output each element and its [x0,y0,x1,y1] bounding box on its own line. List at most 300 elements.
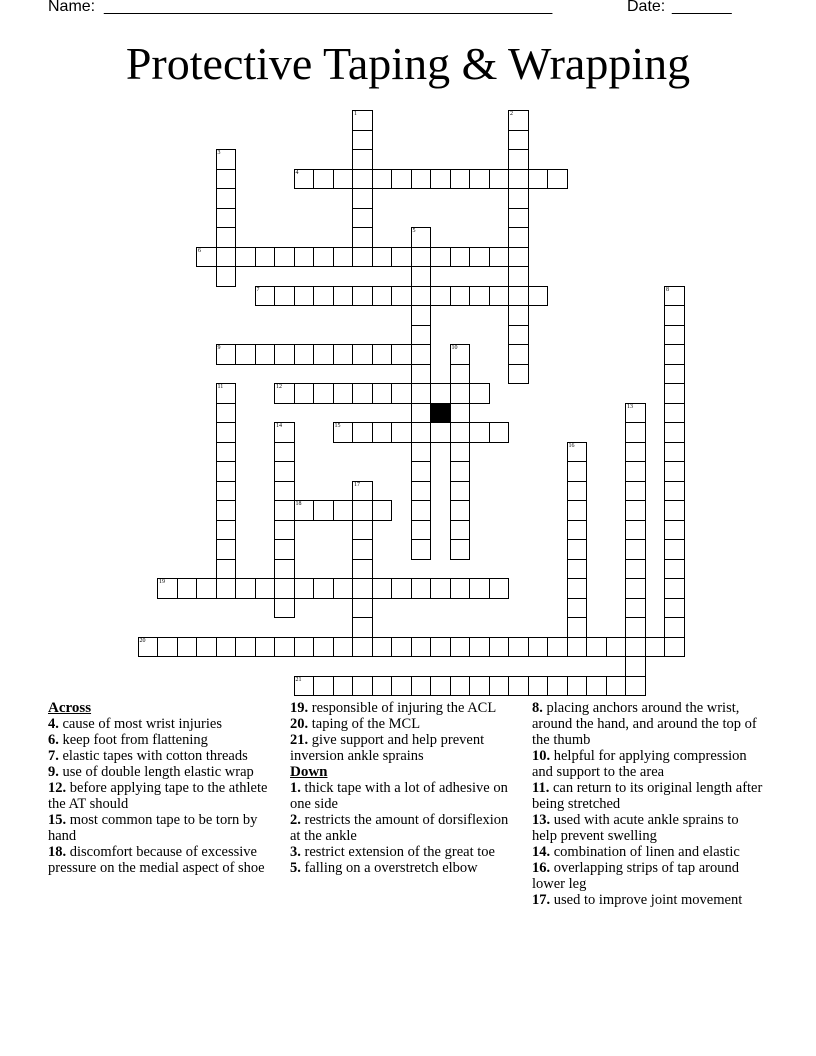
grid-cell[interactable] [625,637,646,658]
grid-cell[interactable] [196,247,217,268]
grid-cell[interactable] [235,578,256,599]
grid-cell[interactable] [567,461,588,482]
grid-cell[interactable] [625,559,646,580]
grid-cell[interactable] [372,422,393,443]
grid-cell[interactable] [313,169,334,190]
grid-cell[interactable] [216,500,237,521]
grid-cell[interactable] [411,266,432,287]
grid-cell[interactable] [333,286,354,307]
grid-cell[interactable] [625,403,646,424]
grid-cell[interactable] [372,383,393,404]
grid-cell[interactable] [333,500,354,521]
grid-cell[interactable] [138,637,159,658]
clue-number: 2 [510,111,513,117]
clue-num: 7. [48,748,59,764]
grid-cell[interactable] [450,383,471,404]
grid-cell[interactable] [274,344,295,365]
clue-number: 18 [295,501,302,507]
grid-cell[interactable] [411,461,432,482]
grid-cell[interactable] [508,305,529,326]
grid-cell[interactable] [216,227,237,248]
grid-cell[interactable] [625,578,646,599]
clue-text: thick tape with a lot of adhesive on one side [290,780,508,812]
grid-cell[interactable] [372,637,393,658]
clue-num: 16. [532,860,551,876]
grid-cell[interactable] [567,559,588,580]
grid-cell[interactable] [430,286,451,307]
grid-cell[interactable] [664,442,685,463]
grid-cell[interactable] [489,578,510,599]
date-label: Date: [627,0,666,15]
grid-cell[interactable] [450,578,471,599]
grid-cell[interactable] [469,383,490,404]
grid-cell[interactable] [255,344,276,365]
grid-cell[interactable] [508,130,529,151]
grid-cell[interactable] [664,364,685,385]
grid-cell[interactable] [274,286,295,307]
grid-cell[interactable] [391,383,412,404]
grid-cell[interactable] [606,637,627,658]
grid-cell[interactable] [216,461,237,482]
grid-cell[interactable] [430,247,451,268]
grid-cell[interactable] [664,286,685,307]
clue-text: combination of linen and elastic [550,844,740,860]
grid-cell[interactable] [352,676,373,697]
grid-cell[interactable] [294,637,315,658]
grid-cell[interactable] [313,500,334,521]
grid-cell[interactable] [411,305,432,326]
grid-cell[interactable] [586,637,607,658]
grid-cell[interactable] [625,422,646,443]
grid-cell[interactable] [216,403,237,424]
grid-cell[interactable] [391,637,412,658]
clue-text: use of double length elastic wrap [58,764,254,780]
grid-cell[interactable] [294,383,315,404]
grid-cell[interactable] [625,598,646,619]
name-field[interactable]: _____________________________________________________ [104,0,552,15]
across-clue [48,844,276,876]
grid-cell[interactable] [547,637,568,658]
grid-cell[interactable] [469,637,490,658]
grid-cell[interactable] [508,266,529,287]
grid-cell[interactable] [411,578,432,599]
across-clue [48,812,276,844]
grid-cell[interactable] [508,344,529,365]
grid-cell[interactable] [411,539,432,560]
grid-cell[interactable] [625,520,646,541]
grid-cell[interactable] [352,539,373,560]
grid-cell[interactable] [391,422,412,443]
grid-cell[interactable] [274,559,295,580]
grid-cell[interactable] [411,169,432,190]
grid-cell[interactable] [567,500,588,521]
grid-cell[interactable] [586,676,607,697]
grid-cell[interactable] [567,520,588,541]
grid-cell[interactable] [157,637,178,658]
clue-column-1 [48,700,276,876]
grid-cell[interactable] [196,637,217,658]
grid-cell[interactable] [430,676,451,697]
grid-cell[interactable] [567,481,588,502]
grid-cell[interactable] [294,676,315,697]
grid-cell[interactable] [352,481,373,502]
grid-cell[interactable] [352,169,373,190]
grid-cell[interactable] [372,247,393,268]
grid-cell[interactable] [216,169,237,190]
clue-number: 12 [276,384,282,390]
clue-num: 17. [532,892,551,908]
clue-column-2 [290,700,518,876]
grid-cell[interactable] [274,637,295,658]
grid-cell[interactable] [508,227,529,248]
grid-cell[interactable] [450,676,471,697]
grid-cell[interactable] [508,208,529,229]
grid-cell[interactable] [450,637,471,658]
grid-cell[interactable] [664,617,685,638]
grid-cell[interactable] [391,286,412,307]
clue-num: 1. [290,780,301,796]
grid-cell[interactable] [625,656,646,677]
grid-cell[interactable] [450,344,471,365]
clue-number: 10 [451,345,458,351]
grid-cell[interactable] [430,422,451,443]
grid-cell[interactable] [313,676,334,697]
grid-cell[interactable] [333,383,354,404]
grid-cell[interactable] [469,286,490,307]
grid-cell[interactable] [352,188,373,209]
grid-cell[interactable] [352,578,373,599]
grid-cell[interactable] [450,286,471,307]
grid-cell[interactable] [411,344,432,365]
grid-cell[interactable] [450,442,471,463]
grid-cell[interactable] [352,617,373,638]
grid-cell[interactable] [352,383,373,404]
grid-cell[interactable] [294,344,315,365]
grid-cell[interactable] [216,481,237,502]
grid-cell[interactable] [664,598,685,619]
grid-cell[interactable] [352,227,373,248]
grid-cell[interactable] [391,344,412,365]
grid-cell[interactable] [216,637,237,658]
grid-cell[interactable] [274,520,295,541]
grid-cell[interactable] [274,598,295,619]
grid-cell[interactable] [274,578,295,599]
grid-cell[interactable] [450,520,471,541]
grid-cell[interactable] [352,520,373,541]
grid-cell[interactable] [450,247,471,268]
grid-cell[interactable] [664,422,685,443]
grid-cell[interactable] [625,461,646,482]
grid-cell[interactable] [508,149,529,170]
grid-cell[interactable] [411,383,432,404]
grid-cell[interactable] [274,247,295,268]
grid-cell[interactable] [235,247,256,268]
grid-cell[interactable] [411,364,432,385]
grid-cell[interactable] [235,344,256,365]
grid-cell[interactable] [255,637,276,658]
clue-number: 20 [139,637,146,644]
clue-number: 15 [334,423,341,429]
grid-cell[interactable] [216,559,237,580]
grid-cell[interactable] [313,578,334,599]
grid-cell[interactable] [489,422,510,443]
grid-cell[interactable] [411,481,432,502]
grid-cell[interactable] [489,247,510,268]
grid-cell[interactable] [313,383,334,404]
clue-number: 7 [256,286,260,293]
grid-cell[interactable] [255,247,276,268]
grid-cell[interactable] [664,344,685,365]
clue-text: responsible of injuring the ACL [308,700,497,716]
clue-num: 19. [290,700,309,716]
grid-cell[interactable] [274,481,295,502]
grid-cell[interactable] [216,208,237,229]
grid-cell[interactable] [372,676,393,697]
grid-cell[interactable] [606,676,627,697]
grid-cell[interactable] [274,539,295,560]
grid-cell[interactable] [235,637,256,658]
page-title: Protective Taping & Wrapping [125,38,691,89]
grid-cell[interactable] [528,286,549,307]
grid-cell[interactable] [567,598,588,619]
grid-cell[interactable] [352,286,373,307]
grid-cell[interactable] [469,422,490,443]
clue-num: 11. [532,780,550,796]
grid-cell[interactable] [411,403,432,424]
grid-cell[interactable] [567,617,588,638]
grid-cell[interactable] [216,149,237,170]
grid-cell[interactable] [469,578,490,599]
grid-cell[interactable] [567,442,588,463]
grid-cell[interactable] [333,247,354,268]
grid-cell[interactable] [216,383,237,404]
grid-cell[interactable] [547,169,568,190]
grid-cell[interactable] [664,403,685,424]
clue-num: 4. [48,716,59,732]
grid-cell[interactable] [508,169,529,190]
grid-cell[interactable] [216,247,237,268]
clue-text: helpful for applying compression and support to the area [532,748,747,780]
grid-cell[interactable] [508,637,529,658]
grid-cell[interactable] [450,403,471,424]
grid-cell[interactable] [450,539,471,560]
grid-cell[interactable] [508,286,529,307]
across-clue [290,716,518,732]
grid-cell[interactable] [372,578,393,599]
grid-cell[interactable] [489,676,510,697]
grid-cell[interactable] [664,539,685,560]
grid-cell[interactable] [528,676,549,697]
grid-cell[interactable] [411,325,432,346]
grid-cell[interactable] [489,169,510,190]
grid-cell[interactable] [625,617,646,638]
grid-cell[interactable] [294,578,315,599]
grid-cell[interactable] [450,500,471,521]
grid-cell[interactable] [255,578,276,599]
grid-cell[interactable] [352,637,373,658]
grid-cell[interactable] [372,344,393,365]
grid-cell[interactable] [450,422,471,443]
grid-cell[interactable] [333,422,354,443]
grid-cell[interactable] [508,188,529,209]
grid-cell[interactable] [411,247,432,268]
grid-cell[interactable] [411,227,432,248]
clue-text: before applying tape to the athlete the AT should [48,780,268,812]
grid-cell[interactable] [664,461,685,482]
grid-cell[interactable] [469,676,490,697]
grid-cell[interactable] [469,169,490,190]
grid-cell[interactable] [333,344,354,365]
grid-cell[interactable] [274,442,295,463]
grid-cell[interactable] [411,500,432,521]
grid-cell[interactable] [450,364,471,385]
clue-text: falling on a overstretch elbow [300,860,478,876]
clue-num: 13. [532,812,551,828]
grid-cell[interactable] [664,637,685,658]
grid-cell[interactable] [430,578,451,599]
grid-cell[interactable] [216,442,237,463]
grid-cell[interactable] [450,169,471,190]
grid-cell[interactable] [352,559,373,580]
grid-cell[interactable] [333,676,354,697]
grid-cell[interactable] [645,637,666,658]
clue-text: give support and help prevent inversion ankle sprains [290,732,485,764]
grid-cell[interactable] [489,637,510,658]
grid-cell[interactable] [391,578,412,599]
grid-cell[interactable] [664,520,685,541]
grid-cell[interactable] [430,637,451,658]
grid-cell[interactable] [411,637,432,658]
down-clue [290,860,518,876]
grid-cell[interactable] [625,676,646,697]
grid-cell[interactable] [216,344,237,365]
date-field[interactable]: _______ [672,0,732,15]
grid-cell[interactable] [294,247,315,268]
grid-cell[interactable] [274,500,295,521]
grid-cell[interactable] [528,169,549,190]
grid-cell[interactable] [411,286,432,307]
grid-cell[interactable] [352,130,373,151]
grid-cell[interactable] [508,676,529,697]
grid-cell[interactable] [391,169,412,190]
clue-number: 1 [354,111,357,117]
grid-cell[interactable] [216,266,237,287]
grid-cell[interactable] [352,247,373,268]
grid-cell[interactable] [294,286,315,307]
grid-cell[interactable] [508,247,529,268]
grid-cell[interactable] [391,247,412,268]
grid-cell[interactable] [372,500,393,521]
grid-cell[interactable] [547,676,568,697]
clue-num: 20. [290,716,309,732]
grid-cell[interactable] [196,578,217,599]
grid-cell[interactable] [567,539,588,560]
grid-cell[interactable] [313,344,334,365]
clue-number: 14 [276,423,282,429]
grid-cell[interactable] [664,481,685,502]
down-clue [290,780,518,812]
grid-cell[interactable] [391,676,412,697]
down-clue [532,748,764,780]
grid-cell[interactable] [352,149,373,170]
grid-cell[interactable] [372,286,393,307]
grid-cell[interactable] [567,676,588,697]
grid-cell[interactable] [625,500,646,521]
grid-cell[interactable] [352,110,373,131]
grid-cell[interactable] [664,559,685,580]
grid-cell[interactable] [625,481,646,502]
grid-cell[interactable] [352,344,373,365]
grid-cell[interactable] [508,364,529,385]
grid-cell[interactable] [333,637,354,658]
clue-num: 8. [532,700,543,716]
grid-cell[interactable] [664,305,685,326]
grid-cell[interactable] [333,578,354,599]
grid-cell[interactable] [664,500,685,521]
grid-cell[interactable] [313,637,334,658]
grid-cell[interactable] [274,461,295,482]
grid-cell[interactable] [216,188,237,209]
grid-cell[interactable] [177,637,198,658]
grid-cell[interactable] [411,442,432,463]
grid-cell[interactable] [333,169,354,190]
grid-cell[interactable] [294,169,315,190]
grid-cell[interactable] [508,110,529,131]
grid-cell[interactable] [469,247,490,268]
grid-cell[interactable] [352,422,373,443]
grid-cell[interactable] [274,383,295,404]
grid-cell[interactable] [528,637,549,658]
clue-number: 17 [354,481,360,488]
grid-cell[interactable] [625,442,646,463]
down-clue [532,812,764,844]
grid-cell[interactable] [567,578,588,599]
grid-cell[interactable] [411,676,432,697]
grid-cell[interactable] [294,500,315,521]
down-clue [532,860,764,892]
grid-cell[interactable] [411,520,432,541]
grid-cell[interactable] [489,286,510,307]
grid-cell[interactable] [508,325,529,346]
grid-cell[interactable] [352,208,373,229]
grid-cell[interactable] [567,637,588,658]
grid-cell[interactable] [450,481,471,502]
grid-cell[interactable] [216,422,237,443]
grid-cell[interactable] [625,539,646,560]
grid-cell[interactable] [430,383,451,404]
grid-cell[interactable] [664,325,685,346]
grid-cell[interactable] [216,539,237,560]
grid-cell[interactable] [216,520,237,541]
grid-cell[interactable] [313,247,334,268]
across-clue [290,700,518,716]
grid-cell[interactable] [274,422,295,443]
grid-cell[interactable] [255,286,276,307]
grid-cell[interactable] [450,461,471,482]
grid-cell[interactable] [372,169,393,190]
grid-cell[interactable] [157,578,178,599]
grid-cell[interactable] [430,169,451,190]
clue-column-3 [532,700,764,908]
grid-cell[interactable] [664,578,685,599]
grid-cell[interactable] [352,598,373,619]
grid-cell[interactable] [177,578,198,599]
grid-cell[interactable] [664,383,685,404]
grid-cell[interactable] [313,286,334,307]
grid-cell[interactable] [352,500,373,521]
grid-cell[interactable] [216,578,237,599]
grid-cell[interactable] [411,422,432,443]
